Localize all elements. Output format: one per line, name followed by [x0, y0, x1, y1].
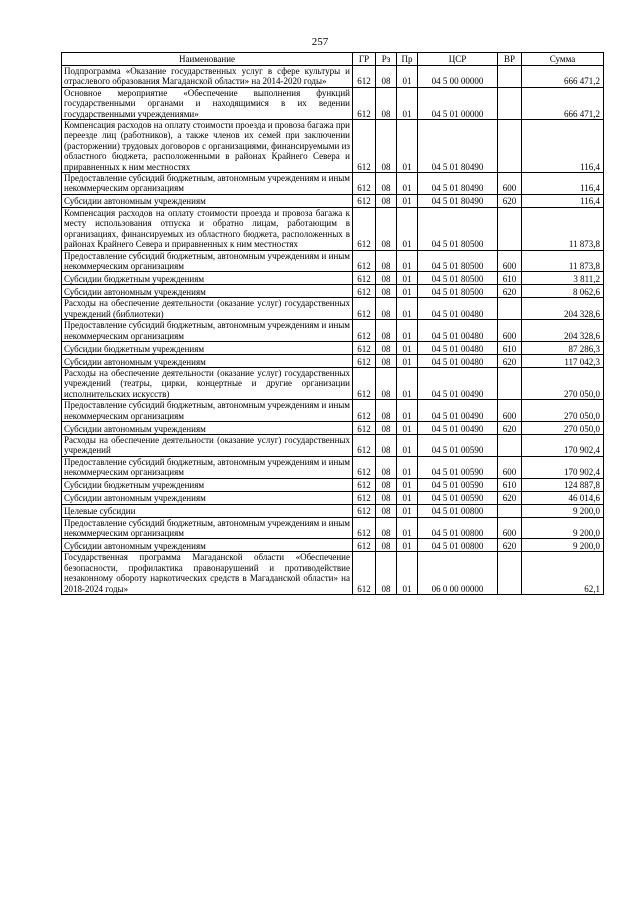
row-name: Предоставление субсидий бюджетным, автономным учреждениям и иным некоммерческим организациям [62, 517, 353, 539]
row-rz: 08 [376, 250, 397, 272]
row-sum: 116,4 [522, 194, 604, 207]
row-pr: 01 [397, 400, 418, 422]
row-name: Предоставление субсидий бюджетным, автономным учреждениям и иным некоммерческим организациям [62, 250, 353, 272]
table-row [62, 87, 604, 119]
row-pr: 01 [397, 367, 418, 399]
row-pr: 01 [397, 320, 418, 342]
header-rz: Рз [376, 53, 397, 66]
row-pr: 01 [397, 491, 418, 504]
row-vr: 600 [498, 250, 522, 272]
row-sum: 116,4 [522, 120, 604, 173]
row-sum: 11 873,8 [522, 207, 604, 250]
row-rz: 08 [376, 491, 397, 504]
row-sum: 46 014,6 [522, 491, 604, 504]
row-name: Предоставление субсидий бюджетным, автономным учреждениям и иным некоммерческим организациям [62, 320, 353, 342]
table-row [62, 456, 604, 478]
row-pr: 01 [397, 504, 418, 517]
row-rz: 08 [376, 194, 397, 207]
row-name: Субсидии автономным учреждениям [62, 539, 353, 552]
table-row [62, 517, 604, 539]
header-csr: ЦСР [418, 53, 498, 66]
row-gr: 612 [353, 66, 376, 88]
row-rz: 08 [376, 434, 397, 456]
row-name: Расходы на обеспечение деятельности (оказание услуг) государственных учреждений (библиотеки) [62, 298, 353, 320]
row-rz: 08 [376, 120, 397, 173]
row-csr: 04 5 01 00490 [418, 367, 498, 399]
row-csr: 04 5 01 80490 [418, 120, 498, 173]
row-gr: 612 [353, 250, 376, 272]
row-gr: 612 [353, 173, 376, 195]
row-gr: 612 [353, 434, 376, 456]
table-row [62, 320, 604, 342]
row-csr: 04 5 01 80500 [418, 285, 498, 298]
row-pr: 01 [397, 354, 418, 367]
row-name: Целевые субсидии [62, 504, 353, 517]
row-vr [498, 504, 522, 517]
row-gr: 612 [353, 367, 376, 399]
row-rz: 08 [376, 320, 397, 342]
row-name: Государственная программа Магаданской области «Обеспечение безопасности, профилактика правонарушений и противодействие незаконному обороту наркотических средств в Магаданской области» на 2018-2024 годы» [62, 552, 353, 595]
row-csr: 04 5 01 80490 [418, 173, 498, 195]
row-vr: 610 [498, 341, 522, 354]
row-gr: 612 [353, 478, 376, 491]
table-row [62, 341, 604, 354]
row-rz: 08 [376, 207, 397, 250]
row-rz: 08 [376, 517, 397, 539]
row-rz: 08 [376, 421, 397, 434]
row-pr: 01 [397, 434, 418, 456]
row-pr: 01 [397, 66, 418, 88]
row-vr [498, 298, 522, 320]
row-pr: 01 [397, 517, 418, 539]
row-pr: 01 [397, 456, 418, 478]
row-sum: 116,4 [522, 173, 604, 195]
table-body [62, 66, 604, 595]
row-csr: 04 5 01 00480 [418, 354, 498, 367]
row-name: Расходы на обеспечение деятельности (оказание услуг) государственных учреждений (театры, цирки, концертные и другие организации исполнительских искусств) [62, 367, 353, 399]
row-rz: 08 [376, 354, 397, 367]
header-vr: ВР [498, 53, 522, 66]
table-row [62, 491, 604, 504]
row-rz: 08 [376, 298, 397, 320]
row-vr: 620 [498, 354, 522, 367]
row-vr: 610 [498, 478, 522, 491]
table-row [62, 434, 604, 456]
row-pr: 01 [397, 194, 418, 207]
row-rz: 08 [376, 552, 397, 595]
row-pr: 01 [397, 250, 418, 272]
row-vr [498, 66, 522, 88]
row-csr: 04 5 01 80490 [418, 194, 498, 207]
row-rz: 08 [376, 66, 397, 88]
row-csr: 04 5 01 00490 [418, 421, 498, 434]
row-name: Расходы на обеспечение деятельности (оказание услуг) государственных учреждений [62, 434, 353, 456]
row-gr: 612 [353, 456, 376, 478]
row-pr: 01 [397, 87, 418, 119]
table-row [62, 194, 604, 207]
row-csr: 04 5 00 00000 [418, 66, 498, 88]
row-vr [498, 434, 522, 456]
row-vr: 600 [498, 517, 522, 539]
header-name: Наименование [62, 53, 353, 66]
row-csr: 04 5 01 00800 [418, 504, 498, 517]
row-sum: 270 050,0 [522, 400, 604, 422]
row-rz: 08 [376, 341, 397, 354]
row-gr: 612 [353, 354, 376, 367]
row-rz: 08 [376, 367, 397, 399]
row-name: Предоставление субсидий бюджетным, автономным учреждениям и иным некоммерческим организациям [62, 173, 353, 195]
row-sum: 8 062,6 [522, 285, 604, 298]
row-sum: 9 200,0 [522, 504, 604, 517]
row-sum: 204 328,6 [522, 298, 604, 320]
row-rz: 08 [376, 400, 397, 422]
row-csr: 04 5 01 00000 [418, 87, 498, 119]
row-pr: 01 [397, 120, 418, 173]
row-gr: 612 [353, 421, 376, 434]
row-name: Предоставление субсидий бюджетным, автономным учреждениям и иным некоммерческим организациям [62, 400, 353, 422]
row-name: Компенсация расходов на оплату стоимости проезда и провоза багажа при переезде лиц (работников), а также членов их семей при заключении (расторжении) трудовых договоров с организациями, финансируемыми из областного бюджета, расположенными в районах Крайнего Севера и приравненных к ним местностях [62, 120, 353, 173]
row-rz: 08 [376, 87, 397, 119]
table-row [62, 120, 604, 173]
table-row [62, 421, 604, 434]
header-sum: Сумма [522, 53, 604, 66]
row-name: Подпрограмма «Оказание государственных услуг в сфере культуры и отраслевого образования Магаданской области» на 2014-2020 годы» [62, 66, 353, 88]
row-vr: 600 [498, 320, 522, 342]
row-vr: 620 [498, 285, 522, 298]
row-pr: 01 [397, 421, 418, 434]
row-vr: 600 [498, 173, 522, 195]
row-pr: 01 [397, 173, 418, 195]
table-row [62, 285, 604, 298]
row-gr: 612 [353, 539, 376, 552]
row-sum: 9 200,0 [522, 539, 604, 552]
table-row [62, 354, 604, 367]
row-vr [498, 120, 522, 173]
table-row [62, 552, 604, 595]
row-csr: 04 5 01 00490 [418, 400, 498, 422]
row-sum: 666 471,2 [522, 66, 604, 88]
row-gr: 612 [353, 207, 376, 250]
table-row [62, 207, 604, 250]
row-pr: 01 [397, 207, 418, 250]
row-name: Субсидии автономным учреждениям [62, 194, 353, 207]
row-rz: 08 [376, 272, 397, 285]
row-sum: 270 050,0 [522, 421, 604, 434]
row-name: Субсидии автономным учреждениям [62, 421, 353, 434]
row-gr: 612 [353, 341, 376, 354]
row-gr: 612 [353, 298, 376, 320]
row-sum: 170 902,4 [522, 434, 604, 456]
row-csr: 04 5 01 80500 [418, 250, 498, 272]
row-sum: 666 471,2 [522, 87, 604, 119]
row-gr: 612 [353, 285, 376, 298]
row-rz: 08 [376, 539, 397, 552]
row-sum: 87 286,3 [522, 341, 604, 354]
row-rz: 08 [376, 456, 397, 478]
row-rz: 08 [376, 285, 397, 298]
row-rz: 08 [376, 173, 397, 195]
row-gr: 612 [353, 120, 376, 173]
row-name: Основное мероприятие «Обеспечение выполнения функций государственными органами и находящимися в их ведении государственными учреждениями» [62, 87, 353, 119]
row-name: Предоставление субсидий бюджетным, автономным учреждениям и иным некоммерческим организациям [62, 456, 353, 478]
row-csr: 04 5 01 00480 [418, 298, 498, 320]
row-name: Субсидии бюджетным учреждениям [62, 272, 353, 285]
row-pr: 01 [397, 341, 418, 354]
row-sum: 270 050,0 [522, 367, 604, 399]
row-csr: 04 5 01 00480 [418, 341, 498, 354]
row-csr: 04 5 01 00800 [418, 517, 498, 539]
row-sum: 9 200,0 [522, 517, 604, 539]
row-csr: 04 5 01 00590 [418, 491, 498, 504]
table-row [62, 298, 604, 320]
row-pr: 01 [397, 478, 418, 491]
row-csr: 04 5 01 80500 [418, 272, 498, 285]
table-row [62, 66, 604, 88]
row-vr [498, 367, 522, 399]
row-sum: 3 811,2 [522, 272, 604, 285]
row-pr: 01 [397, 298, 418, 320]
header-pr: Пр [397, 53, 418, 66]
row-vr: 620 [498, 194, 522, 207]
row-sum: 204 328,6 [522, 320, 604, 342]
row-gr: 612 [353, 517, 376, 539]
row-pr: 01 [397, 539, 418, 552]
row-csr: 04 5 01 00800 [418, 539, 498, 552]
row-vr: 600 [498, 456, 522, 478]
row-vr: 620 [498, 491, 522, 504]
header-gr: ГР [353, 53, 376, 66]
row-sum: 170 902,4 [522, 456, 604, 478]
row-sum: 11 873,8 [522, 250, 604, 272]
row-vr: 620 [498, 421, 522, 434]
row-vr [498, 552, 522, 595]
table-header-row [62, 53, 604, 66]
row-vr: 620 [498, 539, 522, 552]
row-sum: 117 042,3 [522, 354, 604, 367]
row-rz: 08 [376, 504, 397, 517]
row-csr: 04 5 01 00590 [418, 434, 498, 456]
row-name: Субсидии автономным учреждениям [62, 491, 353, 504]
row-vr: 600 [498, 400, 522, 422]
row-name: Субсидии автономным учреждениям [62, 354, 353, 367]
table-row [62, 367, 604, 399]
row-vr [498, 207, 522, 250]
table-row [62, 504, 604, 517]
row-gr: 612 [353, 320, 376, 342]
row-name: Компенсация расходов на оплату стоимости проезда и провоза багажа к месту использования отпуска и обратно лицам, работающим в организациях, финансируемых из областного бюджета, расположенных в районах Крайнего Севера и приравненных к ним местностях [62, 207, 353, 250]
row-gr: 612 [353, 87, 376, 119]
budget-table [61, 52, 604, 595]
table-row [62, 173, 604, 195]
row-gr: 612 [353, 491, 376, 504]
row-csr: 04 5 01 00590 [418, 478, 498, 491]
table-row [62, 250, 604, 272]
row-name: Субсидии бюджетным учреждениям [62, 341, 353, 354]
row-gr: 612 [353, 194, 376, 207]
row-pr: 01 [397, 272, 418, 285]
row-gr: 612 [353, 504, 376, 517]
row-gr: 612 [353, 552, 376, 595]
table-row [62, 539, 604, 552]
row-pr: 01 [397, 552, 418, 595]
row-csr: 04 5 01 80500 [418, 207, 498, 250]
row-pr: 01 [397, 285, 418, 298]
row-name: Субсидии автономным учреждениям [62, 285, 353, 298]
row-csr: 06 0 00 00000 [418, 552, 498, 595]
row-vr [498, 87, 522, 119]
row-csr: 04 5 01 00480 [418, 320, 498, 342]
row-vr: 610 [498, 272, 522, 285]
row-sum: 124 887,8 [522, 478, 604, 491]
page-number: 257 [311, 36, 329, 48]
row-sum: 62,1 [522, 552, 604, 595]
row-csr: 04 5 01 00590 [418, 456, 498, 478]
row-gr: 612 [353, 272, 376, 285]
row-name: Субсидии бюджетным учреждениям [62, 478, 353, 491]
row-gr: 612 [353, 400, 376, 422]
table-row [62, 272, 604, 285]
table-row [62, 478, 604, 491]
row-rz: 08 [376, 478, 397, 491]
table-row [62, 400, 604, 422]
